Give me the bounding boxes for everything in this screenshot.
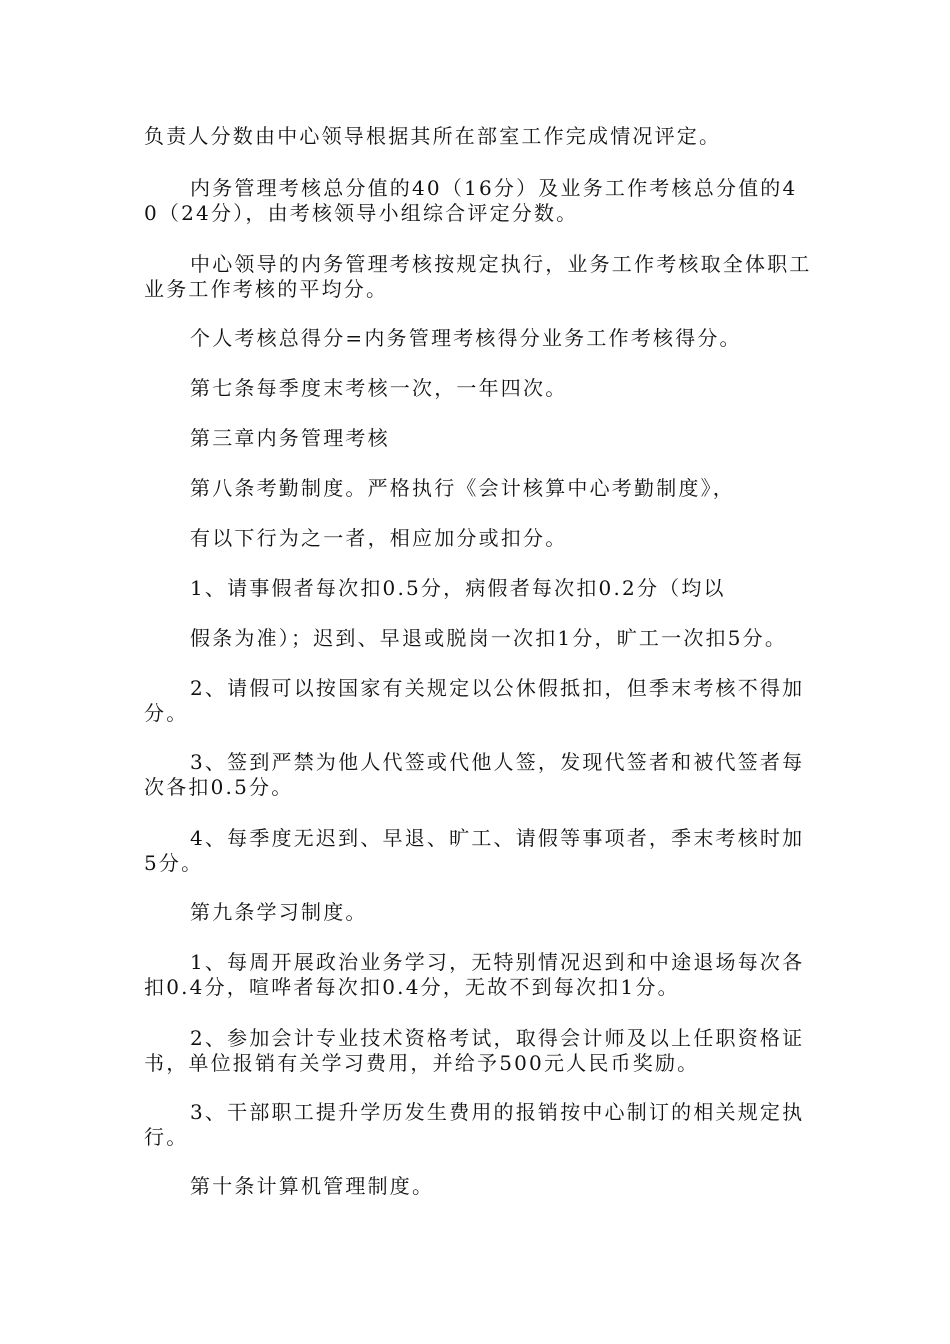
list-item-leave-deduction-cont: 假条为准）；迟到、早退或脱岗一次扣1分，旷工一次扣5分。 [190,626,788,650]
list-item-bonus: 4、每季度无迟到、早退、旷工、请假等事项者，季末考核时加5分。 [144,826,805,875]
paragraph-article-8: 第八条考勤制度。严格执行《会计核算中心考勤制度》， [190,476,735,500]
list-item-education-reimburse: 3、干部职工提升学历发生费用的报销按中心制订的相关规定执行。 [144,1100,805,1149]
list-item-certification: 2、参加会计专业技术资格考试，取得会计师及以上任职资格证书，单位报销有关学习费用，并给予500元人民币奖励。 [144,1026,805,1075]
list-item-leave-deduction: 1、请事假者每次扣0.5分，病假者每次扣0.2分（均以 [190,576,726,600]
list-item-sign-in: 3、签到严禁为他人代签或代他人签，发现代签者和被代签者每次各扣0.5分。 [144,750,805,799]
paragraph-article-10: 第十条计算机管理制度。 [190,1174,435,1198]
list-item-leave-offset: 2、请假可以按国家有关规定以公休假抵扣，但季末考核不得加分。 [144,676,805,725]
chapter-3-heading: 第三章内务管理考核 [190,426,390,450]
paragraph-leader-assessment: 中心领导的内务管理考核按规定执行，业务工作考核取全体职工业务工作考核的平均分。 [144,252,812,301]
paragraph-score-weights: 内务管理考核总分值的40（16分）及业务工作考核总分值的40（24分），由考核领导小组综合评定分数。 [144,176,798,225]
list-item-study-sessions: 1、每周开展政治业务学习，无特别情况迟到和中途退场每次各扣0.4分，喧哗者每次扣0.4分，无故不到每次扣1分。 [144,950,805,999]
paragraph-total-score: 个人考核总得分=内务管理考核得分业务工作考核得分。 [190,326,742,350]
paragraph-article-7: 第七条每季度末考核一次，一年四次。 [190,376,568,400]
paragraph-evaluation-note: 负责人分数由中心领导根据其所在部室工作完成情况评定。 [144,124,722,148]
paragraph-article-8-intro: 有以下行为之一者，相应加分或扣分。 [190,526,568,550]
paragraph-article-9: 第九条学习制度。 [190,900,368,924]
